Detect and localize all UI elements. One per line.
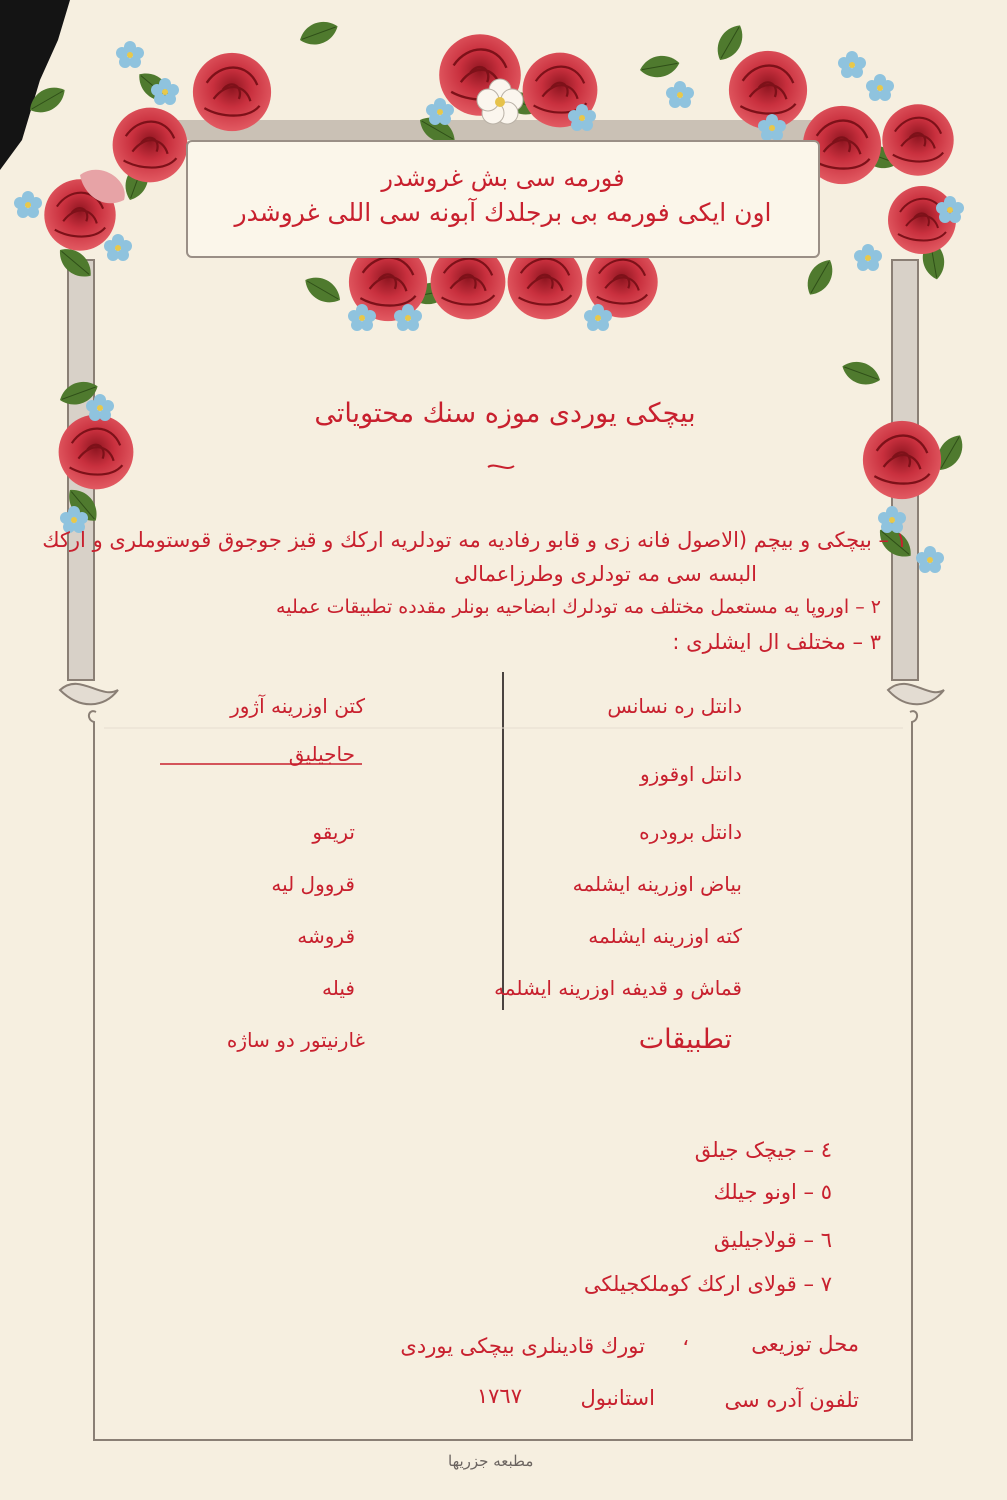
right-column-item: کته اوزرینه ایشلمه [588,924,742,948]
page-title: بیچکی یوردی موزه سنك محتویاتی [314,398,696,429]
section-number: ٢ – [855,596,881,618]
right-column-item: قماش و قدیفه اوزرینه ایشلمه [494,976,742,1000]
phone-city: استانبول [580,1386,655,1410]
section-text: قولاجیلیق [713,1228,797,1252]
phone-label: تلفون آدره سی [724,1388,859,1412]
subscription-price: اون ایکی فورمه بی برجلدك آبونه سی اللی غروشدر [234,198,772,227]
section-number: ٣ – [852,630,881,654]
section-2 [276,596,881,618]
section-text: جیچک جیلق [694,1138,797,1162]
section-7 [584,1272,832,1296]
phone-number: ١٧٦٧ [476,1384,522,1408]
section-6 [714,1228,832,1252]
section-text: بیچکی و بیچم (الاصول فانه زی و قابو رفادیه مه تودلریه ارکك و قیز جوجوق قوستوملری و ارکك [42,528,872,552]
right-column-item: بیاض اوزرینه ایشلمه [572,872,742,896]
left-column-item: کتن اوزرینه آژور [230,694,365,718]
right-column-item: تطبیقات [638,1024,732,1055]
section-4 [695,1138,832,1162]
left-column-item: حاجیلیق [288,742,355,766]
section-text: قولای ارکك کوملکجیلکی [583,1272,797,1296]
left-column-item: تریقو [312,820,355,844]
section-number: ٧ – [803,1272,832,1296]
left-column-item: قروشه [297,924,355,948]
left-column-item: قروول لیه [271,872,355,896]
distribution-label: محل توزیعی [751,1332,859,1356]
section-1 [42,528,907,552]
printer-mark: مطبعه جزریها [448,1452,534,1470]
section-number: ٥ – [803,1180,832,1204]
left-column-item: غارنیتور دو ساژه [226,1028,365,1052]
section-number: ٤ – [803,1138,832,1162]
price-per-form: فورمه سی بش غروشدر [381,164,625,192]
right-column-item: دانتل ره نسانس [607,694,742,718]
section-text: اونو جیلك [713,1180,797,1204]
section-text: مختلف ال ایشلری : [672,630,846,654]
torn-corner [0,0,70,170]
distribution-separator: ، [682,1326,689,1350]
section-number: ١ – [878,528,907,552]
section-number: ٦ – [803,1228,832,1252]
section-text: اوروپا یه مستعمل مختلف مه تودلرك ابضاحیه بونلر مقدده تطبیقات عملیه [276,596,850,618]
section-1-continued: البسه سی مه تودلری وطرزاعمالی [454,562,757,586]
section-5 [714,1180,832,1204]
distribution-value: تورك قادینلری بیچکی یوردی [400,1334,645,1358]
section-3 [672,630,881,654]
right-column-item: دانتل اوقوزو [640,762,742,786]
right-column-item: دانتل برودره [639,820,742,844]
left-column-item: فیله [322,976,355,1000]
